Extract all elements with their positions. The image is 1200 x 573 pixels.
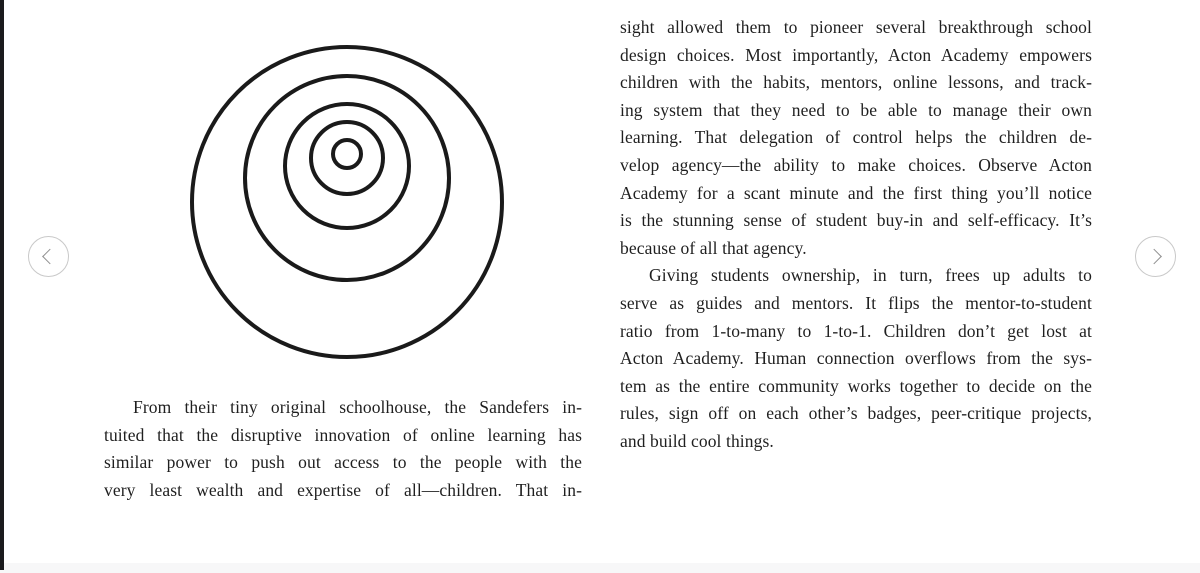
text-line: serve as guides and mentors. It flips the mentor-to-student	[620, 292, 1092, 313]
text-line: similar power to push out access to the people with the	[104, 452, 582, 473]
text-line: sight allowed them to pioneer several breakthrough school	[620, 17, 1092, 37]
text-line: learning. That delegation of control helps the children de-	[620, 127, 1092, 148]
text-line: Academy for a scant minute and the first thing you’ll notice	[620, 182, 1092, 203]
next-page-button[interactable]	[1135, 236, 1176, 277]
text-line: because of all that agency.	[620, 237, 807, 258]
text-line: Acton Academy. Human connection overflows from the sys-	[620, 348, 1092, 369]
text-line: design choices. Most importantly, Acton Academy empowers	[620, 44, 1092, 65]
chevron-left-icon	[42, 249, 58, 265]
bottom-progress-band	[0, 563, 1200, 573]
right-page-text	[620, 14, 1092, 456]
left-edge-bar	[0, 0, 4, 570]
text-line: tuited that the disruptive innovation of online learning has	[104, 424, 582, 445]
text-line: velop agency—the ability to make choices. Observe Acton	[620, 154, 1092, 175]
text-line: is the stunning sense of student buy-in and self-efficacy. It’s	[620, 210, 1092, 231]
concentric-circles-figure	[182, 42, 512, 372]
text-line: rules, sign off on each other’s badges, peer-critique projects,	[620, 403, 1092, 424]
text-line: children with the habits, mentors, online lessons, and track-	[620, 72, 1092, 93]
chevron-right-icon	[1146, 249, 1162, 265]
text-line: ratio from 1-to-many to 1-to-1. Children don’t get lost at	[620, 320, 1092, 341]
text-line: very least wealth and expertise of all—children. That in-	[104, 479, 582, 500]
previous-page-button[interactable]	[28, 236, 69, 277]
text-line: Giving students ownership, in turn, frees up adults to	[649, 265, 1092, 286]
concentric-circles-svg	[182, 42, 512, 372]
text-line: From their tiny original schoolhouse, the Sandefers in-	[133, 397, 582, 417]
text-line: tem as the entire community works together to decide on the	[620, 375, 1092, 396]
text-line: and build cool things.	[620, 430, 774, 451]
left-page-text	[104, 394, 582, 504]
text-line: ing system that they need to be able to manage their own	[620, 99, 1092, 120]
